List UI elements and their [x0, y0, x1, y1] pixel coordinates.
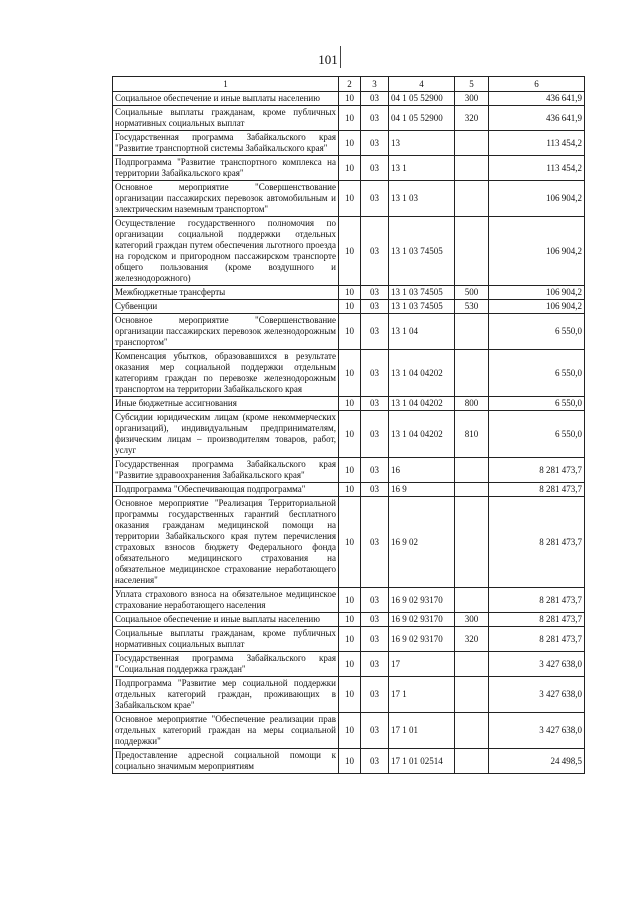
row-vr-cell: 320	[455, 627, 489, 652]
row-name-cell: Государственная программа Забайкальского края "Социальная поддержка граждан"	[113, 652, 339, 677]
row-razdel-cell: 10	[339, 677, 361, 713]
row-csr-cell: 13 1	[389, 156, 455, 181]
row-vr-cell	[455, 497, 489, 588]
row-name-cell: Социальное обеспечение и иные выплаты населению	[113, 613, 339, 627]
table-row	[113, 652, 585, 677]
table-row	[113, 314, 585, 350]
row-vr-cell	[455, 483, 489, 497]
row-podrazdel-cell: 03	[361, 156, 389, 181]
header-cell-csr: 4	[389, 77, 455, 92]
row-razdel-cell: 10	[339, 588, 361, 613]
row-sum-cell: 3 427 638,0	[489, 677, 585, 713]
row-sum-cell: 24 498,5	[489, 749, 585, 774]
row-name-cell: Социальные выплаты гражданам, кроме публичных нормативных социальных выплат	[113, 106, 339, 131]
row-razdel-cell: 10	[339, 458, 361, 483]
row-name-cell: Уплата страхового взноса на обязательное медицинское страхование неработающего населения	[113, 588, 339, 613]
page-number: 101	[318, 52, 338, 67]
row-name-cell: Основное мероприятие "Совершенствование организации пассажирских перевозок автомобильным и электрическим наземным транспортом"	[113, 181, 339, 217]
row-sum-cell: 8 281 473,7	[489, 588, 585, 613]
row-vr-cell: 300	[455, 92, 489, 106]
row-podrazdel-cell: 03	[361, 483, 389, 497]
row-csr-cell: 13 1 03	[389, 181, 455, 217]
budget-table	[112, 76, 585, 774]
table-header-row	[113, 77, 585, 92]
row-sum-cell: 8 281 473,7	[489, 458, 585, 483]
row-name-cell: Предоставление адресной социальной помощи к социально значимым мероприятиям	[113, 749, 339, 774]
row-podrazdel-cell: 03	[361, 458, 389, 483]
row-razdel-cell: 10	[339, 314, 361, 350]
row-vr-cell	[455, 181, 489, 217]
row-vr-cell: 800	[455, 397, 489, 411]
row-csr-cell: 17	[389, 652, 455, 677]
row-vr-cell	[455, 713, 489, 749]
row-razdel-cell: 10	[339, 749, 361, 774]
row-podrazdel-cell: 03	[361, 613, 389, 627]
row-podrazdel-cell: 03	[361, 588, 389, 613]
table-row	[113, 713, 585, 749]
row-name-cell: Социальное обеспечение и иные выплаты населению	[113, 92, 339, 106]
row-csr-cell: 13 1 03 74505	[389, 286, 455, 300]
row-name-cell: Основное мероприятие "Обеспечение реализации прав отдельных категорий граждан на меры социальной поддержки"	[113, 713, 339, 749]
row-podrazdel-cell: 03	[361, 749, 389, 774]
row-sum-cell: 8 281 473,7	[489, 627, 585, 652]
header-cell-vr: 5	[455, 77, 489, 92]
row-sum-cell: 3 427 638,0	[489, 652, 585, 677]
row-vr-cell	[455, 131, 489, 156]
row-name-cell: Осуществление государственного полномочия по организации социальной поддержки отдельных категорий граждан путем обеспечения льготного проезда на городском и пригородном пассажирском транспорте общего пользования (кроме воздушного и железнодорожного)	[113, 217, 339, 286]
row-name-cell: Межбюджетные трансферты	[113, 286, 339, 300]
row-csr-cell: 13 1 03 74505	[389, 300, 455, 314]
row-name-cell: Компенсация убытков, образовавшихся в результате оказания мер социальной поддержки отдельным категориям граждан по перевозке железнодорожным транспортом на территории Забайкальского края	[113, 350, 339, 397]
row-razdel-cell: 10	[339, 156, 361, 181]
row-razdel-cell: 10	[339, 713, 361, 749]
row-vr-cell: 320	[455, 106, 489, 131]
row-podrazdel-cell: 03	[361, 314, 389, 350]
row-razdel-cell: 10	[339, 652, 361, 677]
row-csr-cell: 16 9	[389, 483, 455, 497]
row-sum-cell: 6 550,0	[489, 350, 585, 397]
row-razdel-cell: 10	[339, 181, 361, 217]
header-cell-sum: 6	[489, 77, 585, 92]
row-vr-cell: 810	[455, 411, 489, 458]
row-vr-cell	[455, 652, 489, 677]
row-csr-cell: 13 1 03 74505	[389, 217, 455, 286]
row-csr-cell: 16 9 02 93170	[389, 613, 455, 627]
row-csr-cell: 13 1 04	[389, 314, 455, 350]
row-name-cell: Государственная программа Забайкальского края "Развитие здравоохранения Забайкальского края"	[113, 458, 339, 483]
header-cell-name: 1	[113, 77, 339, 92]
row-csr-cell: 13 1 04 04202	[389, 411, 455, 458]
row-csr-cell: 16 9 02 93170	[389, 588, 455, 613]
table-row	[113, 350, 585, 397]
row-name-cell: Подпрограмма "Развитие транспортного комплекса на территории Забайкальского края"	[113, 156, 339, 181]
row-vr-cell	[455, 217, 489, 286]
row-name-cell: Подпрограмма "Обеспечивающая подпрограмма"	[113, 483, 339, 497]
table-row	[113, 181, 585, 217]
row-podrazdel-cell: 03	[361, 217, 389, 286]
table-row	[113, 411, 585, 458]
row-podrazdel-cell: 03	[361, 181, 389, 217]
row-sum-cell: 106 904,2	[489, 286, 585, 300]
row-vr-cell: 300	[455, 613, 489, 627]
row-name-cell: Государственная программа Забайкальского края "Развитие транспортной системы Забайкальского края"	[113, 131, 339, 156]
row-name-cell: Субсидии юридическим лицам (кроме некоммерческих организаций), индивидуальным предпринимателям, физическим лицам – производителям товаров, работ, услуг	[113, 411, 339, 458]
row-sum-cell: 106 904,2	[489, 217, 585, 286]
row-sum-cell: 8 281 473,7	[489, 613, 585, 627]
row-podrazdel-cell: 03	[361, 300, 389, 314]
row-csr-cell: 17 1	[389, 677, 455, 713]
row-name-cell: Основное мероприятие "Совершенствование организации пассажирских перевозок железнодорожным транспортом"	[113, 314, 339, 350]
row-razdel-cell: 10	[339, 131, 361, 156]
row-podrazdel-cell: 03	[361, 350, 389, 397]
row-razdel-cell: 10	[339, 300, 361, 314]
table-row	[113, 397, 585, 411]
row-name-cell: Подпрограмма "Развитие мер социальной поддержки отдельных категорий граждан, проживающих в Забайкальском крае"	[113, 677, 339, 713]
row-razdel-cell: 10	[339, 483, 361, 497]
row-name-cell: Субвенции	[113, 300, 339, 314]
row-sum-cell: 436 641,9	[489, 92, 585, 106]
row-vr-cell	[455, 156, 489, 181]
budget-table-body	[113, 77, 585, 774]
row-sum-cell: 113 454,2	[489, 156, 585, 181]
row-csr-cell: 17 1 01	[389, 713, 455, 749]
row-sum-cell: 6 550,0	[489, 314, 585, 350]
row-razdel-cell: 10	[339, 286, 361, 300]
row-vr-cell	[455, 458, 489, 483]
table-row	[113, 483, 585, 497]
table-row	[113, 92, 585, 106]
row-sum-cell: 8 281 473,7	[489, 483, 585, 497]
row-csr-cell: 16 9 02	[389, 497, 455, 588]
row-razdel-cell: 10	[339, 613, 361, 627]
row-csr-cell: 16	[389, 458, 455, 483]
row-podrazdel-cell: 03	[361, 677, 389, 713]
table-row	[113, 131, 585, 156]
row-sum-cell: 6 550,0	[489, 397, 585, 411]
row-razdel-cell: 10	[339, 350, 361, 397]
row-name-cell: Иные бюджетные ассигнования	[113, 397, 339, 411]
row-razdel-cell: 10	[339, 397, 361, 411]
table-row	[113, 613, 585, 627]
row-podrazdel-cell: 03	[361, 713, 389, 749]
row-podrazdel-cell: 03	[361, 286, 389, 300]
row-sum-cell: 106 904,2	[489, 181, 585, 217]
row-vr-cell	[455, 350, 489, 397]
table-row	[113, 497, 585, 588]
row-vr-cell	[455, 749, 489, 774]
row-podrazdel-cell: 03	[361, 106, 389, 131]
table-row	[113, 106, 585, 131]
row-podrazdel-cell: 03	[361, 497, 389, 588]
row-podrazdel-cell: 03	[361, 131, 389, 156]
row-csr-cell: 04 1 05 52900	[389, 106, 455, 131]
row-vr-cell	[455, 588, 489, 613]
row-razdel-cell: 10	[339, 497, 361, 588]
row-vr-cell: 530	[455, 300, 489, 314]
row-podrazdel-cell: 03	[361, 627, 389, 652]
row-razdel-cell: 10	[339, 217, 361, 286]
table-row	[113, 217, 585, 286]
row-vr-cell: 500	[455, 286, 489, 300]
row-sum-cell: 106 904,2	[489, 300, 585, 314]
header-cell-razdel: 2	[339, 77, 361, 92]
row-sum-cell: 436 641,9	[489, 106, 585, 131]
row-podrazdel-cell: 03	[361, 397, 389, 411]
table-row	[113, 156, 585, 181]
table-row	[113, 677, 585, 713]
table-row	[113, 588, 585, 613]
row-csr-cell: 13 1 04 04202	[389, 350, 455, 397]
table-row	[113, 749, 585, 774]
row-razdel-cell: 10	[339, 627, 361, 652]
row-sum-cell: 113 454,2	[489, 131, 585, 156]
row-vr-cell	[455, 677, 489, 713]
row-csr-cell: 04 1 05 52900	[389, 92, 455, 106]
table-row	[113, 286, 585, 300]
row-vr-cell	[455, 314, 489, 350]
row-podrazdel-cell: 03	[361, 652, 389, 677]
row-csr-cell: 13	[389, 131, 455, 156]
row-csr-cell: 17 1 01 02514	[389, 749, 455, 774]
row-podrazdel-cell: 03	[361, 92, 389, 106]
row-name-cell: Социальные выплаты гражданам, кроме публичных нормативных социальных выплат	[113, 627, 339, 652]
row-sum-cell: 3 427 638,0	[489, 713, 585, 749]
row-razdel-cell: 10	[339, 92, 361, 106]
row-csr-cell: 13 1 04 04202	[389, 397, 455, 411]
row-sum-cell: 6 550,0	[489, 411, 585, 458]
row-sum-cell: 8 281 473,7	[489, 497, 585, 588]
table-row	[113, 458, 585, 483]
table-row	[113, 627, 585, 652]
row-podrazdel-cell: 03	[361, 411, 389, 458]
table-row	[113, 300, 585, 314]
row-razdel-cell: 10	[339, 106, 361, 131]
row-razdel-cell: 10	[339, 411, 361, 458]
row-csr-cell: 16 9 02 93170	[389, 627, 455, 652]
header-cell-podrazdel: 3	[361, 77, 389, 92]
row-name-cell: Основное мероприятие "Реализация Территориальной программы государственных гарантий бесплатного оказания гражданам медицинской помощи на территории Забайкальского края путем перечисления страховых взносов бюджету Федерального фонда обязательного медицинского страхования на обязательное медицинское страхование неработающего населения"	[113, 497, 339, 588]
